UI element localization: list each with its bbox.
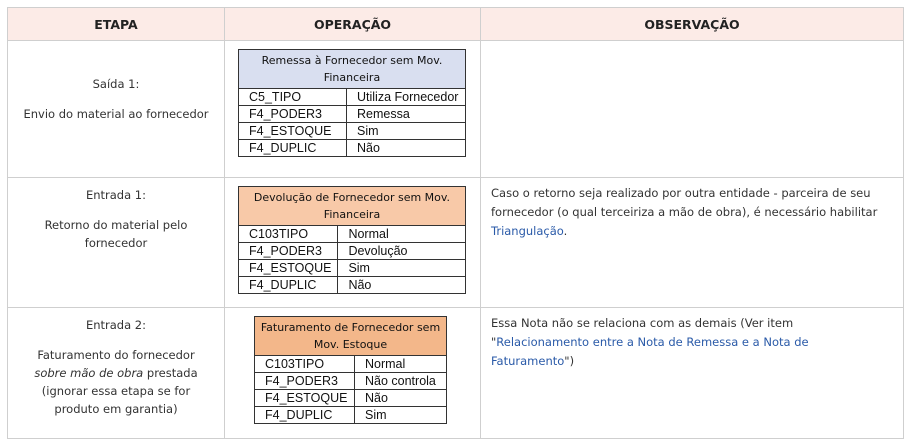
config-row bbox=[239, 226, 466, 243]
config-table bbox=[238, 49, 466, 157]
config-field: F4_ESTOQUE bbox=[255, 390, 355, 407]
etapa-description: Retorno do material pelo fornecedor bbox=[44, 218, 188, 250]
config-row bbox=[255, 373, 447, 390]
config-row bbox=[239, 260, 466, 277]
config-value: Sim bbox=[355, 407, 447, 424]
config-field: C5_TIPO bbox=[239, 89, 347, 106]
table-row bbox=[8, 308, 904, 439]
etapa-cell bbox=[8, 308, 225, 439]
operacao-cell bbox=[225, 308, 481, 439]
etapa-title: Saída 1: bbox=[92, 77, 140, 91]
header-observacao: OBSERVAÇÃO bbox=[481, 8, 904, 41]
config-field: F4_PODER3 bbox=[255, 373, 355, 390]
etapa-description-end: prestada (ignorar essa etapa se for produto em garantia) bbox=[41, 366, 198, 416]
config-field: F4_DUPLIC bbox=[239, 277, 338, 294]
header-etapa: ETAPA bbox=[8, 8, 225, 41]
config-value: Não controla bbox=[355, 373, 447, 390]
config-row bbox=[239, 106, 466, 123]
header-operacao: OPERAÇÃO bbox=[225, 8, 481, 41]
config-table bbox=[254, 316, 447, 424]
etapa-cell bbox=[8, 41, 225, 178]
table-row bbox=[8, 178, 904, 308]
config-value: Não bbox=[347, 140, 466, 157]
etapa-description-start: Faturamento do fornecedor bbox=[37, 348, 195, 362]
config-value: Remessa bbox=[347, 106, 466, 123]
config-row bbox=[255, 407, 447, 424]
etapa-title: Entrada 2: bbox=[85, 318, 147, 332]
config-field: C103TIPO bbox=[239, 226, 338, 243]
config-value: Sim bbox=[347, 123, 466, 140]
config-table-title: Remessa à Fornecedor sem Mov. Financeira bbox=[239, 50, 466, 89]
observacao-cell bbox=[481, 178, 904, 308]
operacao-cell bbox=[225, 41, 481, 178]
config-value: Utiliza Fornecedor bbox=[347, 89, 466, 106]
config-field: F4_DUPLIC bbox=[255, 407, 355, 424]
main-table bbox=[7, 7, 904, 439]
config-row bbox=[255, 356, 447, 373]
config-row bbox=[239, 277, 466, 294]
observacao-text: Caso o retorno seja realizado por outra entidade - parceira de seu fornecedor (o qual terceiriza a mão de obra), é necessário habilitar bbox=[491, 186, 878, 219]
operacao-cell bbox=[225, 178, 481, 308]
config-row bbox=[239, 89, 466, 106]
config-field: F4_PODER3 bbox=[239, 243, 338, 260]
etapa-description-emphasis: sobre mão de obra bbox=[34, 366, 144, 380]
observacao-text-end: ") bbox=[564, 354, 575, 368]
config-value: Normal bbox=[355, 356, 447, 373]
config-value: Sim bbox=[338, 260, 466, 277]
config-table-title: Devolução de Fornecedor sem Mov. Financeira bbox=[239, 187, 466, 226]
observacao-cell bbox=[481, 41, 904, 178]
config-value: Não bbox=[355, 390, 447, 407]
relacionamento-link[interactable]: Relacionamento entre a Nota de Remessa e a Nota de Faturamento bbox=[491, 335, 809, 368]
config-field: F4_PODER3 bbox=[239, 106, 347, 123]
config-field: F4_ESTOQUE bbox=[239, 260, 338, 277]
config-field: F4_ESTOQUE bbox=[239, 123, 347, 140]
config-row bbox=[255, 390, 447, 407]
triangulacao-link[interactable]: Triangulação bbox=[491, 224, 564, 238]
config-field: F4_DUPLIC bbox=[239, 140, 347, 157]
config-row bbox=[239, 140, 466, 157]
etapa-description: Envio do material ao fornecedor bbox=[23, 107, 209, 121]
config-value: Não bbox=[338, 277, 466, 294]
observacao-text-end: . bbox=[563, 224, 568, 238]
etapa-description bbox=[20, 346, 212, 418]
config-table bbox=[238, 186, 466, 294]
table-row bbox=[8, 41, 904, 178]
config-value: Devolução bbox=[338, 243, 466, 260]
config-value: Normal bbox=[338, 226, 466, 243]
config-table-title: Faturamento de Fornecedor sem Mov. Estoque bbox=[255, 317, 447, 356]
observacao-text: Essa Nota não se relaciona com as demais (Ver item " bbox=[491, 316, 794, 349]
config-row bbox=[239, 123, 466, 140]
config-field: C103TIPO bbox=[255, 356, 355, 373]
etapa-title: Entrada 1: bbox=[85, 188, 147, 202]
config-row bbox=[239, 243, 466, 260]
observacao-cell bbox=[481, 308, 904, 439]
header-row bbox=[8, 8, 904, 41]
etapa-cell bbox=[8, 178, 225, 308]
